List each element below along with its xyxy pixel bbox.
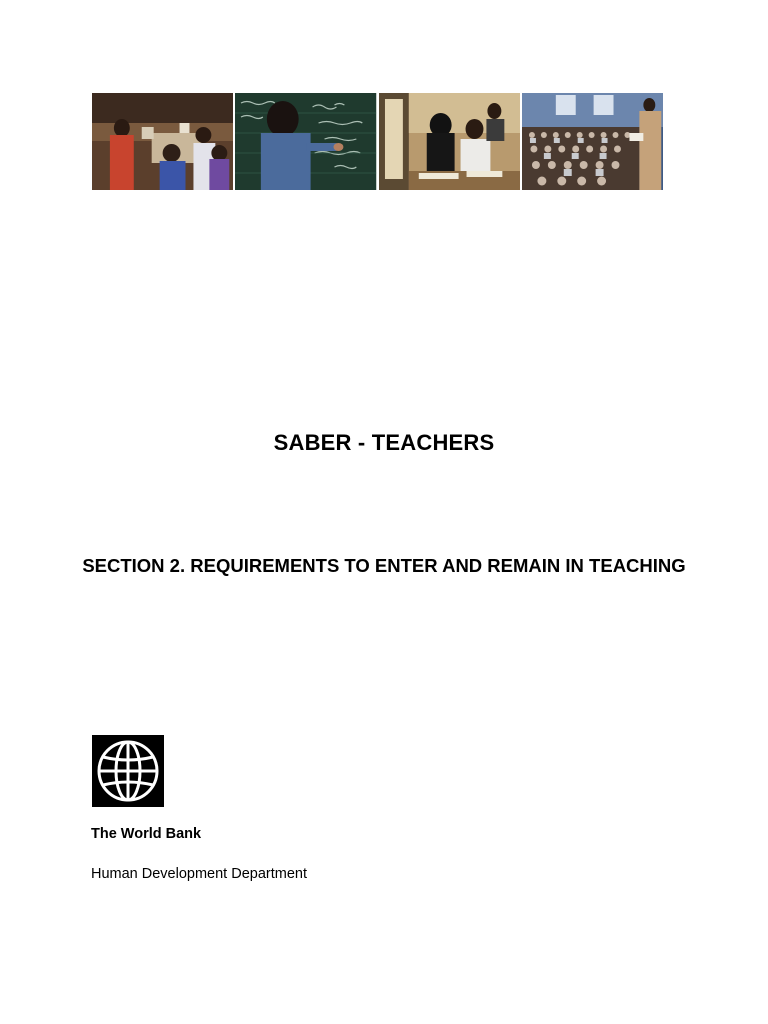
students-group-work-photo [92,93,233,190]
students-writing-photo [379,93,520,190]
classroom-lecture-photo [522,93,663,190]
header-photo-strip [92,93,663,190]
section-heading: SECTION 2. REQUIREMENTS TO ENTER AND REMAIN IN TEACHING [82,555,686,576]
teacher-chalkboard-photo [235,93,376,190]
department-name: Human Development Department [91,866,307,882]
organization-name: The World Bank [91,826,202,842]
globe-icon [92,735,164,807]
page-title: SABER - TEACHERS [273,430,495,455]
